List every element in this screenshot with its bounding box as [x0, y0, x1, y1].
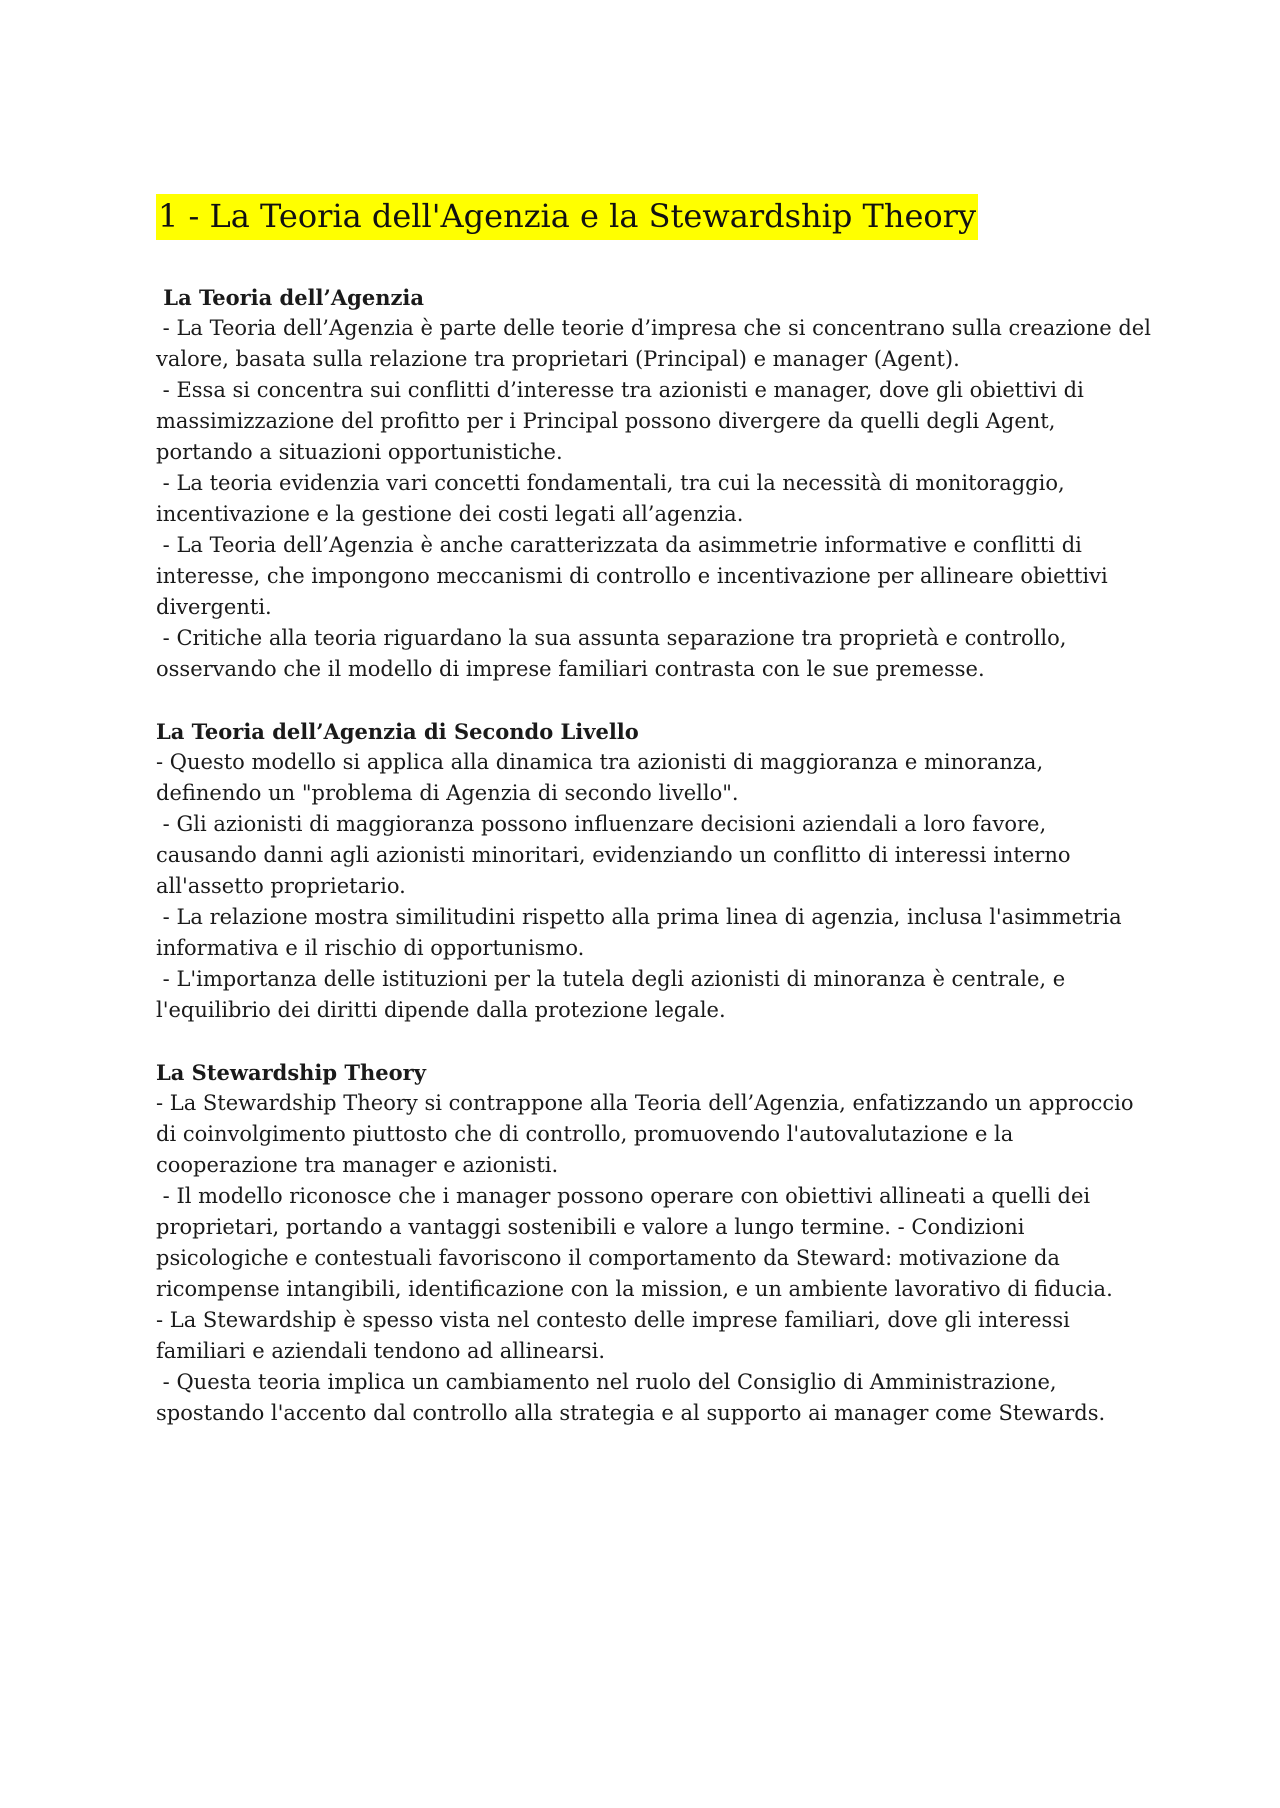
text-line: - La Teoria dell’Agenzia è anche caratterizzata da asimmetrie informative e conflitti di [156, 533, 1082, 557]
text-line: causando danni agli azionisti minoritari, evidenziando un conflitto di interessi interno [156, 843, 1071, 867]
section-heading: La Stewardship Theory [156, 1060, 426, 1085]
text-line: - La teoria evidenzia vari concetti fondamentali, tra cui la necessità di monitoraggio, [156, 471, 1065, 495]
section-text [156, 1088, 1136, 1429]
section-text [156, 747, 1136, 1026]
text-line: cooperazione tra manager e azionisti. [156, 1153, 559, 1177]
text-line: spostando l'accento dal controllo alla strategia e al supporto ai manager come Stewards. [156, 1401, 1106, 1425]
text-line: - La Stewardship Theory si contrappone alla Teoria dell’Agenzia, enfatizzando un approccio [156, 1091, 1134, 1115]
text-line: - La Teoria dell’Agenzia è parte delle teorie d’impresa che si concentrano sulla creazione del [156, 316, 1151, 340]
text-line: ricompense intangibili, identificazione con la mission, e un ambiente lavorativo di fiducia. [156, 1277, 1113, 1301]
text-line: - Essa si concentra sui conflitti d’interesse tra azionisti e manager, dove gli obiettivi di [156, 378, 1084, 402]
text-line: portando a situazioni opportunistiche. [156, 440, 563, 464]
text-line: osservando che il modello di imprese familiari contrasta con le sue premesse. [156, 657, 985, 681]
text-line: familiari e aziendali tendono ad allinearsi. [156, 1339, 606, 1363]
text-line: interesse, che impongono meccanismi di controllo e incentivazione per allineare obiettivi [156, 564, 1108, 588]
text-line: l'equilibrio dei diritti dipende dalla protezione legale. [156, 998, 726, 1022]
section-agency-theory [156, 282, 1151, 685]
text-line: - Gli azionisti di maggioranza possono influenzare decisioni aziendali a loro favore, [156, 812, 1047, 836]
text-line: proprietari, portando a vantaggi sostenibili e valore a lungo termine. - Condizioni [156, 1215, 1025, 1239]
text-line: - L'importanza delle istituzioni per la tutela degli azionisti di minoranza è centrale, e [156, 967, 1066, 991]
section-second-level-agency [156, 716, 1136, 1026]
document-body [156, 194, 1151, 1429]
text-line: - La Stewardship è spesso vista nel contesto delle imprese familiari, dove gli interessi [156, 1308, 1070, 1332]
text-line: massimizzazione del profitto per i Principal possono divergere da quelli degli Agent, [156, 409, 1056, 433]
text-line: informativa e il rischio di opportunismo. [156, 936, 585, 960]
text-line: di coinvolgimento piuttosto che di controllo, promuovendo l'autovalutazione e la [156, 1122, 1014, 1146]
section-heading: La Teoria dell’Agenzia di Secondo Livello [156, 719, 639, 744]
section-text [156, 313, 1151, 685]
text-line: - Questo modello si applica alla dinamica tra azionisti di maggioranza e minoranza, [156, 750, 1044, 774]
section-stewardship-theory [156, 1057, 1136, 1429]
text-line: - Questa teoria implica un cambiamento nel ruolo del Consiglio di Amministrazione, [156, 1370, 1057, 1394]
text-line: divergenti. [156, 595, 272, 619]
text-line: - Critiche alla teoria riguardano la sua assunta separazione tra proprietà e controllo, [156, 626, 1067, 650]
text-line: definendo un "problema di Agenzia di secondo livello". [156, 781, 739, 805]
text-line: incentivazione e la gestione dei costi legati all’agenzia. [156, 502, 744, 526]
document-title: 1 - La Teoria dell'Agenzia e la Stewardship Theory [156, 194, 978, 240]
text-line: psicologiche e contestuali favoriscono il comportamento da Steward: motivazione da [156, 1246, 1060, 1270]
section-heading: La Teoria dell’Agenzia [156, 285, 424, 310]
text-line: - La relazione mostra similitudini rispetto alla prima linea di agenzia, inclusa l'asimmetria [156, 905, 1122, 929]
text-line: - Il modello riconosce che i manager possono operare con obiettivi allineati a quelli dei [156, 1184, 1091, 1208]
text-line: all'assetto proprietario. [156, 874, 406, 898]
text-line: valore, basata sulla relazione tra proprietari (Principal) e manager (Agent). [156, 347, 960, 371]
